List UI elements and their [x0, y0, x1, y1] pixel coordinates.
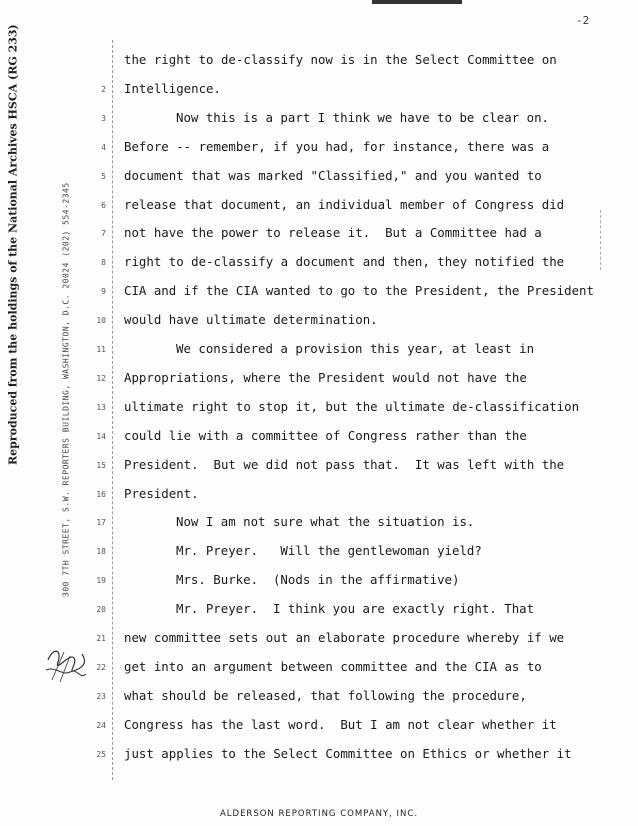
transcript-line — [0, 168, 638, 196]
transcript-line — [0, 254, 638, 282]
transcript-line — [0, 572, 638, 600]
line-number: 18 — [96, 547, 106, 557]
line-text: not have the power to release it. But a Committee had a — [124, 225, 542, 241]
line-number: 7 — [101, 229, 106, 239]
transcript-line — [0, 370, 638, 398]
line-number: 10 — [96, 316, 106, 326]
line-number: 16 — [96, 489, 106, 499]
line-text: Appropriations, where the President would not have the — [124, 369, 527, 385]
transcript-line — [0, 399, 638, 427]
line-number: 9 — [101, 287, 106, 297]
line-text: what should be released, that following the procedure, — [124, 687, 527, 703]
line-text: right to de-classify a document and then, they notified the — [124, 254, 565, 270]
line-text: Mr. Preyer. Will the gentlewoman yield? — [176, 543, 482, 559]
line-text: We considered a provision this year, at least in — [176, 341, 535, 356]
archive-notice: Reproduced from the holdings of the National Archives HSCA (RG 233) — [6, 24, 20, 466]
line-number: 4 — [101, 142, 106, 152]
line-number: 25 — [96, 749, 106, 759]
reporter-address: 300 7TH STREET, S.W. REPORTERS BUILDING, WASHINGTON, D.C. 20024 (202) 554-2345 — [61, 182, 71, 598]
transcript-line — [0, 601, 638, 629]
line-text: Before -- remember, if you had, for instance, there was a — [124, 138, 550, 154]
line-text: Mr. Preyer. I think you are exactly right. That — [176, 601, 535, 617]
line-number: 13 — [96, 402, 106, 412]
transcript-line — [0, 428, 638, 456]
handwritten-signature-mark — [40, 640, 90, 690]
line-text: the right to de-classify now is in the Select Committee on — [124, 52, 557, 67]
line-text: President. — [124, 485, 199, 501]
line-text: would have ultimate determination. — [124, 312, 378, 328]
line-text: could lie with a committee of Congress rather than the — [124, 427, 527, 443]
line-number: 8 — [101, 258, 106, 268]
line-number: 23 — [96, 691, 106, 701]
line-number: 11 — [96, 345, 106, 354]
line-number: 17 — [96, 518, 106, 528]
transcript-line — [0, 688, 638, 716]
transcript-line — [0, 543, 638, 571]
transcript-line — [0, 197, 638, 225]
line-number: 3 — [101, 113, 106, 123]
transcript-line — [0, 110, 638, 138]
transcript-line — [0, 81, 638, 109]
transcript-line — [0, 486, 638, 514]
line-text: Congress has the last word. But I am not clear whether it — [124, 716, 557, 732]
transcript-line — [0, 746, 638, 774]
line-text: Now I am not sure what the situation is. — [176, 514, 475, 530]
footer-company: ALDERSON REPORTING COMPANY, INC. — [219, 809, 419, 819]
line-number: 21 — [96, 634, 106, 643]
line-number: 20 — [96, 605, 106, 615]
transcript-line — [0, 341, 638, 369]
line-number: 5 — [101, 171, 106, 181]
line-text: Now this is a part I think we have to be clear on. — [176, 109, 549, 125]
line-text: Intelligence. — [124, 80, 221, 96]
line-text: ultimate right to stop it, but the ultimate de-classification — [124, 398, 580, 414]
transcript-line — [0, 139, 638, 167]
line-number: 22 — [96, 662, 106, 672]
line-number: 19 — [96, 576, 106, 586]
line-text: release that document, an individual member of Congress did — [124, 196, 565, 212]
line-text: get into an argument between committee and the CIA as to — [124, 658, 542, 674]
transcript-line — [0, 457, 638, 485]
line-text: CIA and if the CIA wanted to go to the President, the President — [124, 283, 594, 299]
line-text: President. But we did not pass that. It was left with the — [124, 456, 565, 472]
line-number: 15 — [96, 460, 106, 470]
transcript-line — [0, 312, 638, 340]
line-text: document that was marked "Classified," and you wanted to — [124, 167, 542, 183]
line-number: 14 — [96, 431, 106, 441]
line-text: Mrs. Burke. (Nods in the affirmative) — [176, 572, 460, 588]
line-text: just applies to the Select Committee on Ethics or whether it — [124, 745, 572, 761]
transcript-line — [0, 659, 638, 687]
line-number: 24 — [96, 720, 106, 730]
transcript-line — [0, 630, 638, 658]
transcript-line — [0, 717, 638, 745]
transcript-line — [0, 283, 638, 311]
transcript-line — [0, 514, 638, 542]
line-text: new committee sets out an elaborate procedure whereby if we — [124, 630, 565, 645]
line-number: 12 — [96, 373, 106, 383]
transcript-line — [0, 225, 638, 253]
line-number: 2 — [101, 84, 106, 94]
line-number: 6 — [101, 200, 106, 210]
page-number: -2 — [576, 14, 590, 27]
transcript-line — [0, 52, 638, 80]
